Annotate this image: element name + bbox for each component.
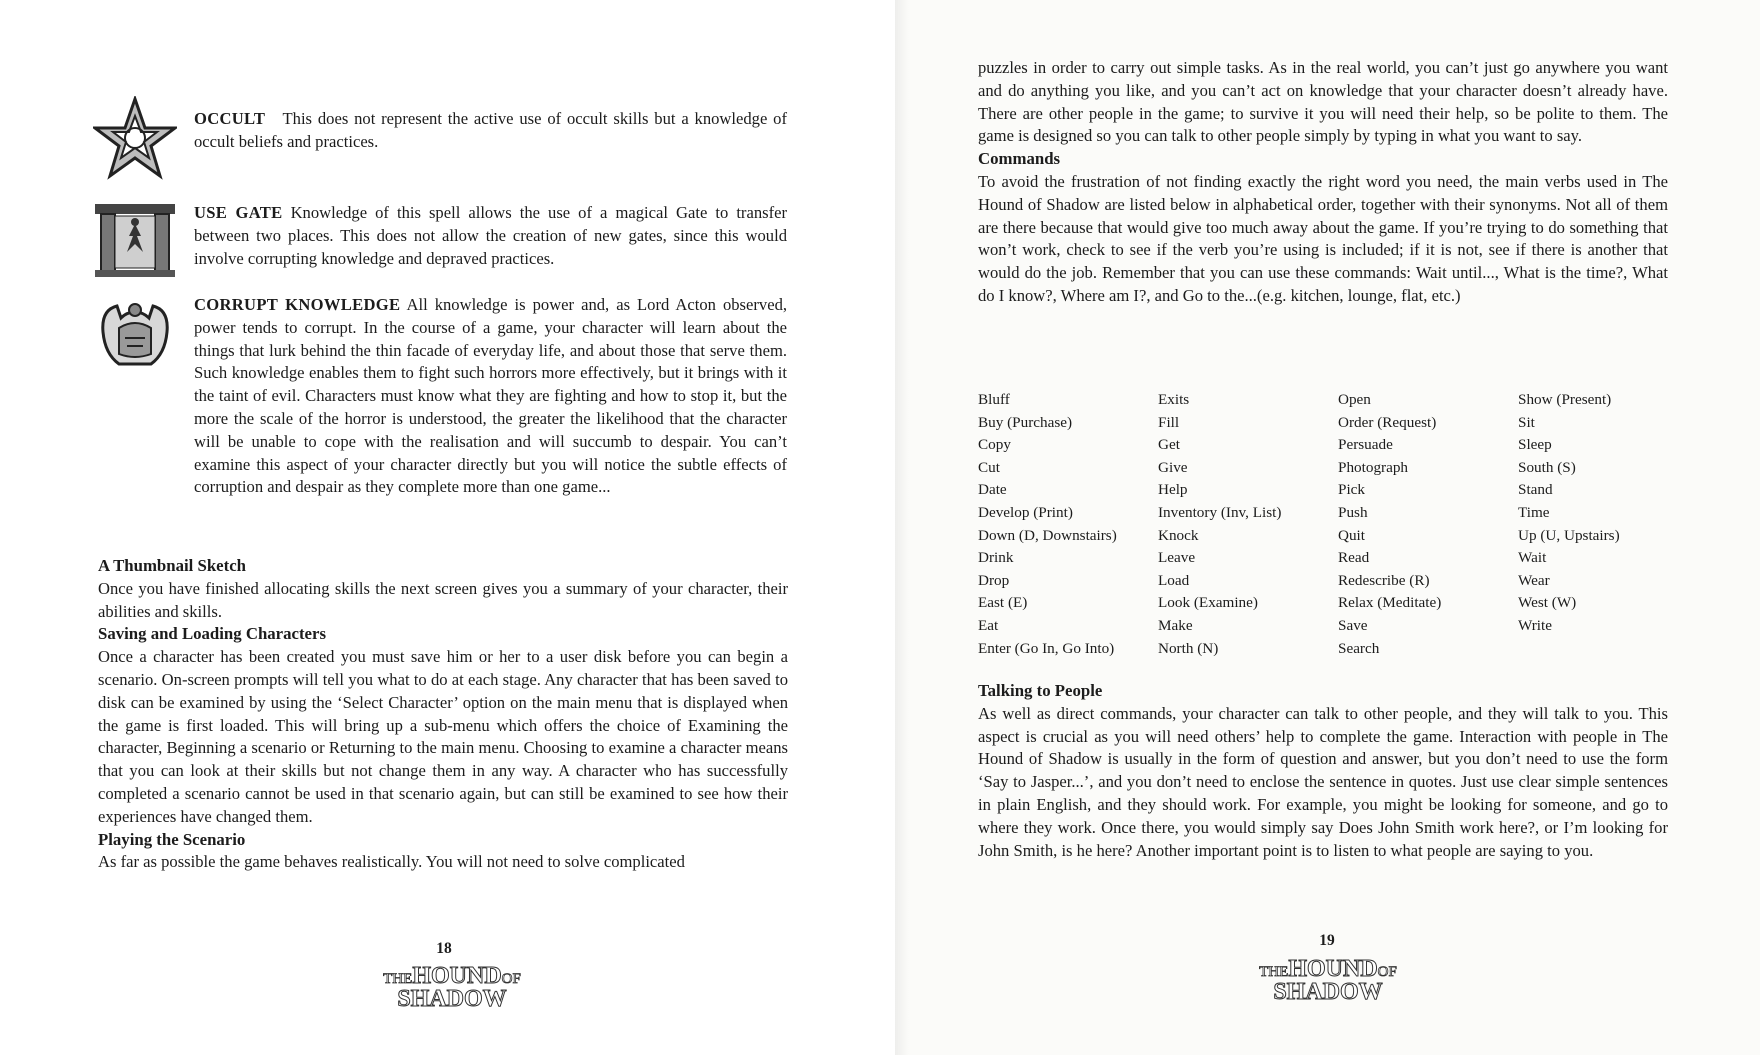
verb-item: Make bbox=[1158, 616, 1193, 634]
right-intro-block bbox=[978, 57, 1668, 308]
commands-text: To avoid the frustration of not finding exactly the right word you need, the main verbs used in The Hound of Shadow are listed below in alphabetical order, together with their synonyms. Not all of them are there because that would give too much away about the game. If you’re trying to do something that won’t work, check to see if the verb you’re using is included; if it is not, see if there is another that would do the job. Remember that you can use these commands: Wait until..., What is the time?, What do I know?, Where am I?, and Go to the...(e.g. kitchen, lounge, flat, etc.) bbox=[978, 171, 1668, 305]
thumbnail-sketch-heading: A Thumbnail Sketch bbox=[98, 556, 246, 575]
verb-item: Leave bbox=[1158, 549, 1196, 567]
page-number-19: 19 bbox=[1319, 932, 1335, 949]
corrupt-knowledge-description: All knowledge is power and, as Lord Acton observed, power tends to corrupt. In the course of a game, your character will learn about the things that lurk behind the thin facade of everyday life, and about those that serve them. Such knowledge enables them to fight such horrors more effectively, but it brings with it the taint of evil. Characters must know what they are fighting and how to stop it, but the more the scale of the horror is understood, the greater the likelihood that the character will be unable to cope with the realisation and will succumb to despair. You can’t examine this aspect of your character directly but you will notice the subtle effects of corruption and despair as they complete more than one game... bbox=[194, 295, 788, 497]
verb-item: Stand bbox=[1518, 481, 1553, 499]
verb-item bbox=[1518, 638, 1698, 661]
logo-shadow: SHADOW bbox=[397, 985, 507, 1012]
verb-item: Redescribe (R) bbox=[1338, 571, 1430, 589]
use-gate-term: USE GATE bbox=[194, 203, 283, 222]
verb-item: Sit bbox=[1518, 413, 1535, 431]
demon-icon bbox=[97, 298, 173, 370]
left-sections bbox=[98, 555, 788, 874]
playing-scenario-text: As far as possible the game behaves realistically. You will not need to solve complicated bbox=[98, 852, 685, 872]
hound-of-shadow-logo-right bbox=[1248, 958, 1408, 1004]
verb-item: Buy (Purchase) bbox=[978, 413, 1073, 431]
verb-item: Sleep bbox=[1518, 436, 1552, 454]
verb-item: Order (Request) bbox=[1338, 413, 1437, 431]
occult-entry bbox=[194, 108, 787, 154]
corrupt-knowledge-entry bbox=[194, 294, 787, 499]
logo-hound: HOUND bbox=[1288, 956, 1378, 982]
playing-scenario-heading: Playing the Scenario bbox=[98, 829, 246, 849]
thumbnail-sketch-text: Once you have finished allocating skills the next screen gives you a summary of your character, their abilities and skills. bbox=[98, 578, 788, 621]
verb-item: Wait bbox=[1518, 549, 1547, 567]
pentagram-icon bbox=[93, 96, 177, 180]
talking-heading: Talking to People bbox=[978, 681, 1103, 700]
verb-item: Inventory (Inv, List) bbox=[1158, 503, 1282, 521]
verb-item: Show (Present) bbox=[1518, 391, 1612, 408]
verb-item: Wear bbox=[1518, 571, 1550, 589]
verb-item: Eat bbox=[978, 616, 999, 634]
corrupt-knowledge-term: CORRUPT KNOWLEDGE bbox=[194, 295, 401, 314]
verb-item: Down (D, Downstairs) bbox=[978, 526, 1117, 544]
use-gate-description: Knowledge of this spell allows the use of a magical Gate to transfer between two places. This does not allow the creation of new gates, since this would involve corrupting knowledge and depraved practices. bbox=[194, 203, 787, 268]
verb-item: West (W) bbox=[1518, 594, 1577, 612]
verb-item: Help bbox=[1158, 481, 1188, 499]
verb-item: Open bbox=[1338, 391, 1371, 408]
saving-loading-heading: Saving and Loading Characters bbox=[98, 624, 326, 644]
verb-item: Drink bbox=[978, 549, 1014, 567]
verb-item: Relax (Meditate) bbox=[1338, 594, 1442, 612]
verb-item: Get bbox=[1158, 436, 1180, 454]
verb-item: Copy bbox=[978, 436, 1011, 454]
logo-the: THE bbox=[1259, 964, 1289, 980]
verb-item: Write bbox=[1518, 616, 1552, 634]
talking-text: As well as direct commands, your character can talk to other people, and they will talk to you. This aspect is crucial as you will need others’ help to complete the game. Interaction with people in The Hound of Shadow is usually in the form of question and answer, but you don’t need to use the form ‘Say to Jasper...’, and you don’t need to enclose the sentence in quotes. Just use clear simple sentences in plain English, and they should work. For example, you might be looking for someone, and go to where they work. Once there, you would simply say Does John Smith work here?, or I’m looking for John Smith, is he here? Another important point is to listen to what people are saying to you. bbox=[978, 703, 1668, 860]
verb-item: South (S) bbox=[1518, 458, 1576, 476]
occult-description: This does not represent the active use of occult skills but a knowledge of occult beliefs and practices. bbox=[194, 109, 787, 151]
verb-item: Give bbox=[1158, 458, 1188, 476]
verb-list bbox=[978, 389, 1698, 660]
verb-item: Up (U, Upstairs) bbox=[1518, 526, 1620, 544]
verb-item: Cut bbox=[978, 458, 1000, 476]
verb-item: Develop (Print) bbox=[978, 503, 1073, 521]
verb-item: Push bbox=[1338, 503, 1368, 521]
logo-of: OF bbox=[1377, 964, 1397, 980]
saving-loading-text: Once a character has been created you must save him or her to a user disk before you can begin a scenario. On-screen prompts will tell you what to do at each stage. Any character that has been saved to disk can be examined by using the ‘Select Character’ option on the main menu that is displayed when the game is first loaded. This will bring up a sub-menu which offers the choice of Examining the character, Beginning a scenario or Returning to the main menu. Choosing to examine a character means that you can look at their skills but not change them in any way. A character who has successfully completed a scenario cannot be used in that scenario again, but can still be examined to see how their experiences have changed them. bbox=[98, 647, 788, 826]
verb-item: Search bbox=[1338, 639, 1380, 657]
commands-heading: Commands bbox=[978, 149, 1061, 169]
verb-item: Exits bbox=[1158, 391, 1190, 408]
verb-item: Time bbox=[1518, 503, 1550, 521]
verb-item: Bluff bbox=[978, 391, 1010, 408]
verb-item: Quit bbox=[1338, 526, 1366, 544]
gate-icon bbox=[93, 202, 177, 278]
occult-term: OCCULT bbox=[194, 109, 266, 128]
use-gate-entry bbox=[194, 202, 787, 270]
talking-block bbox=[978, 680, 1668, 862]
page-number-18: 18 bbox=[436, 940, 452, 957]
verb-item: Date bbox=[978, 481, 1007, 499]
verb-item: Save bbox=[1338, 616, 1368, 634]
verb-item: Knock bbox=[1158, 526, 1199, 544]
verb-item: Pick bbox=[1338, 481, 1366, 499]
logo-shadow: SHADOW bbox=[1273, 978, 1383, 1005]
logo-of: OF bbox=[501, 971, 521, 987]
verb-item: East (E) bbox=[978, 594, 1028, 612]
logo-the: THE bbox=[383, 971, 413, 987]
verb-item: Look (Examine) bbox=[1158, 594, 1258, 612]
verb-item: Load bbox=[1158, 571, 1190, 589]
verb-item: Drop bbox=[978, 571, 1010, 589]
logo-hound: HOUND bbox=[412, 963, 502, 989]
verb-item: Fill bbox=[1158, 413, 1180, 431]
verb-item: North (N) bbox=[1158, 639, 1219, 657]
hound-of-shadow-logo-left bbox=[372, 965, 532, 1011]
verb-item: Read bbox=[1338, 549, 1370, 567]
right-page bbox=[895, 0, 1760, 1055]
verb-item: Enter (Go In, Go Into) bbox=[978, 639, 1115, 657]
verb-item: Photograph bbox=[1338, 458, 1409, 476]
intro-text: puzzles in order to carry out simple tasks. As in the real world, you can’t just go anywhere you want and do anything you like, and you can’t act on knowledge that your character doesn’t already have. There are other people in the game; to survive it you will need their help, so be polite to them. The game is designed so you can talk to other people simply by typing in what you want to say. bbox=[978, 58, 1668, 146]
verb-item: Persuade bbox=[1338, 436, 1393, 454]
